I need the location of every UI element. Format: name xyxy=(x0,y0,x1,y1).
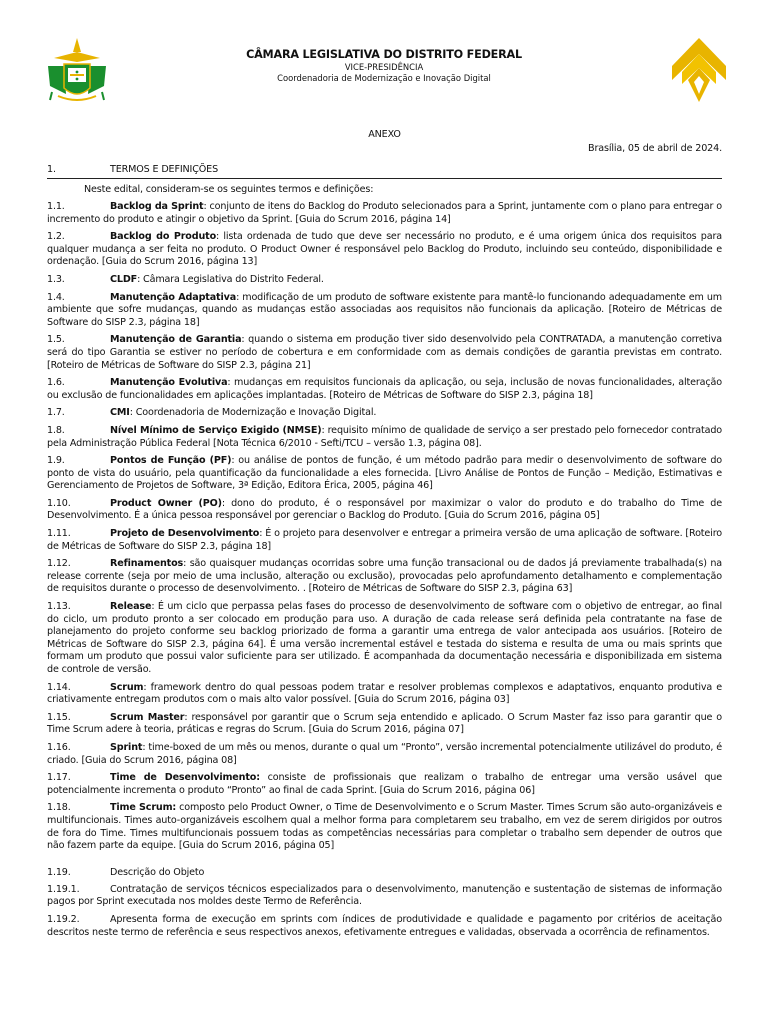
definition-item xyxy=(47,712,722,737)
definition-text: : framework dentro do qual pessoas podem tratar e resolver problemas complexos e adaptativos, enquanto produtiva e criativamente entregam produtos com o mais alto valor possível. [Guia do Scrum 2016, página 03] xyxy=(47,681,722,706)
definition-text: : É o projeto para desenvolver e entregar a primeira versão de uma aplicação de software. [Roteiro de Métricas de Software do SISP 2.3, página 18] xyxy=(47,528,722,552)
item-number: 1.19.1. xyxy=(47,883,80,895)
item-number: 1.13. xyxy=(47,601,71,613)
item-number: 1.15. xyxy=(47,711,71,723)
definition-item xyxy=(47,407,722,420)
item-number: 1.16. xyxy=(47,741,71,753)
item-number: 1.17. xyxy=(47,772,71,784)
item-number: 1.11. xyxy=(47,528,71,540)
item-number: 1.10. xyxy=(47,497,71,509)
definition-item xyxy=(47,682,722,707)
item-number: 1.1. xyxy=(47,201,65,212)
section-title: TERMOS E DEFINIÇÕES xyxy=(110,164,219,175)
definition-text: : conjunto de itens do Backlog do Produto selecionados para a Sprint, juntamente com o plano para entregar o incremento do produto e atingir o objetivo da Sprint. [Guia do Scrum 2016, página 14] xyxy=(47,201,722,225)
object-item-text: Apresenta forma de execução em sprints com índices de produtividade e qualidade e pagamento por critérios de aceitação descritos neste termo de referência e seus respectivos anexos, efetivamente entregues e validadas, observada a ocorrência de refinamentos. xyxy=(47,913,722,938)
section-title: Descrição do Objeto xyxy=(110,866,205,878)
definition-text: : dono do produto, é o responsável por maximizar o valor do produto e do trabalho do Time de Desenvolvimento. É a única pessoa responsável por gerenciar o Backlog do Produto. [Guia do Scrum 2016, página 05] xyxy=(47,497,722,522)
object-item xyxy=(47,914,722,939)
defined-term: Manutenção Adaptativa xyxy=(110,291,237,303)
section-number: 1. xyxy=(47,164,56,175)
definition-item xyxy=(47,601,722,677)
object-item-text: Contratação de serviços técnicos especializados para o desenvolvimento, manutenção e sustentação de sistemas de informação pagos por Sprint executada nos moldes deste Termo de Referência. xyxy=(47,883,722,908)
section-heading-1 xyxy=(47,164,722,179)
definition-item xyxy=(47,334,722,372)
item-number: 1.19.2. xyxy=(47,913,80,925)
item-number: 1.9. xyxy=(47,455,65,467)
defined-term: Projeto de Desenvolvimento xyxy=(110,528,260,540)
defined-term: Scrum Master xyxy=(110,711,185,723)
definition-item xyxy=(47,231,722,269)
header-text-block xyxy=(0,48,768,84)
document-body xyxy=(47,129,722,939)
department-vice-presidency: VICE-PRESIDÊNCIA xyxy=(344,62,424,72)
section-heading-1-19 xyxy=(47,867,722,879)
defined-term: Backlog do Produto xyxy=(110,231,217,243)
defined-term: Time Scrum: xyxy=(110,802,177,814)
definition-item xyxy=(47,498,722,523)
defined-term: CLDF xyxy=(110,273,138,285)
defined-term: Manutenção Evolutiva xyxy=(110,377,228,389)
definition-item xyxy=(47,558,722,596)
definition-item xyxy=(47,292,722,330)
definition-text: : quando o sistema em produção tiver sido desenvolvido pela CONTRATADA, a manutenção corretiva será do tipo Garantia se estiver no período de cobertura e em conformidade com as demais condições de garantia previstas em contrato. [Roteiro de Métricas de Software do SISP 2.3, página 21] xyxy=(47,334,723,371)
definition-text: composto pelo Product Owner, o Time de Desenvolvimento e o Scrum Master. Times Scrum são auto-organizáveis e multifuncionais. Times auto-organizáveis escolhem qual a melhor forma para completarem seu trabalho, em vez de serem dirigidos por outros de fora do Time. Times multifuncionais possuem todas as competências necessárias para completar o trabalho sem depender de outros que não fazem parte da equipe. [Guia do Scrum 2016, página 05] xyxy=(47,802,722,852)
defined-term: Nível Mínimo de Serviço Exigido (NMSE) xyxy=(110,424,322,436)
definition-item xyxy=(47,377,722,402)
definition-item xyxy=(47,772,722,797)
item-number: 1.18. xyxy=(47,802,71,814)
definition-item xyxy=(47,742,722,767)
document-header xyxy=(0,36,768,106)
item-number: 1.14. xyxy=(47,681,71,693)
definition-text: : são quaisquer mudanças ocorridas sobre uma função transacional ou de dados já previamente trabalhada(s) na release corrente (seja por meio de uma inclusão, alteração ou exclusão), provocadas pelo aprofundamento detalhamento e complementação de requisitos durante o processo de desenvolvimento. . [Roteiro de Métricas de Software do SISP 2.3, página 63] xyxy=(47,558,722,595)
item-number: 1.6. xyxy=(47,377,65,389)
definition-item xyxy=(47,802,722,852)
item-number: 1.8. xyxy=(47,424,65,436)
definition-text: : responsável por garantir que o Scrum seja entendido e aplicado. O Scrum Master faz isso para garantir que o Time Scrum adere à teoria, práticas e regras do Scrum. [Guia do Scrum 2016, página 07] xyxy=(47,711,722,736)
section-intro: Neste edital, consideram-se os seguintes termos e definições: xyxy=(84,184,374,195)
definition-item xyxy=(47,274,722,287)
definition-item xyxy=(47,201,722,226)
definition-item xyxy=(47,528,722,553)
defined-term: Scrum xyxy=(110,681,144,693)
definition-text: consiste de profissionais que realizam o trabalho de entregar uma versão usável que potencialmente incrementa o produto “Pronto” ao final de cada Sprint. [Guia do Scrum 2016, página 06] xyxy=(47,772,722,796)
item-number: 1.3. xyxy=(47,273,65,285)
defined-term: Product Owner (PO) xyxy=(110,497,222,509)
item-number: 1.4. xyxy=(47,291,65,303)
section-number: 1.19. xyxy=(47,866,71,878)
defined-term: CMI xyxy=(110,407,130,419)
gold-emblem-icon xyxy=(670,36,728,104)
definition-text: : requisito mínimo de qualidade de serviço a ser prestado pelo fornecedor contratado pela Administração Pública Federal [Nota Técnica 6/2010 - Sefti/TCU – versão 1.3, página 08]. xyxy=(47,424,722,449)
defined-term: Time de Desenvolvimento: xyxy=(110,772,260,784)
defined-term: Backlog da Sprint xyxy=(110,201,204,212)
defined-term: Refinamentos xyxy=(110,558,184,570)
defined-term: Manutenção de Garantia xyxy=(110,334,242,346)
department-coordination: Coordenadoria de Modernização e Inovação Digital xyxy=(277,73,491,83)
item-number: 1.2. xyxy=(47,231,65,243)
definitions-list xyxy=(47,201,722,853)
definition-text: : É um ciclo que perpassa pelas fases do processo de desenvolvimento de software com o objetivo de entregar, ao final do ciclo, um produto pronto a ser colocado em produção para uso. A duração de cada release será definida pela contratante na fase de planejamento do projeto conforme seu backlog priorizado de forma a garantir uma entrega de valor antecipada aos usuários. [Roteiro de Métricas de Software do SISP 2.3, página 64]. É uma versão incremental estável e testada do sistema e resulta de uma ou mais sprints que formam um produto que possui valor suficiente para ser utilizado. É acompanhada da documentação necessária e disponibilizada em sistema de controle de versão. xyxy=(47,601,722,675)
institution-name: CÂMARA LEGISLATIVA DO DISTRITO FEDERAL xyxy=(246,48,522,61)
definition-item xyxy=(47,425,722,450)
item-number: 1.12. xyxy=(47,558,71,570)
item-number: 1.7. xyxy=(47,407,65,419)
definition-text: : time-boxed de um mês ou menos, durante o qual um “Pronto”, versão incremental potencialmente utilizável do produto, é criado. [Guia do Scrum 2016, página 08] xyxy=(47,741,722,766)
definition-text: : Coordenadoria de Modernização e Inovação Digital. xyxy=(129,407,377,419)
date-line: Brasília, 05 de abril de 2024. xyxy=(588,143,722,154)
definition-item xyxy=(47,455,722,493)
defined-term: Release xyxy=(110,601,152,613)
definition-text: : mudanças em requisitos funcionais da aplicação, ou seja, inclusão de novas funcionalidades, alteração ou exclusão de funcionalidades em aplicações implantadas. [Roteiro de Métricas de Software do SISP 2.3, página 18] xyxy=(47,377,722,401)
object-description-list xyxy=(47,884,722,939)
defined-term: Sprint xyxy=(110,741,143,753)
object-item xyxy=(47,884,722,909)
annex-title: ANEXO xyxy=(368,129,401,140)
definition-text: : modificação de um produto de software existente para mantê-lo funcionando adequadamente em um ambiente que sofre mudanças, quando as mudanças estão associadas aos requisitos não funcionais da aplicação. [Roteiro de Métricas de Software do SISP 2.3, página 18] xyxy=(47,291,722,328)
definition-text: : Câmara Legislativa do Distrito Federal. xyxy=(137,273,324,285)
definition-text: : ou análise de pontos de função, é um método padrão para medir o desenvolvimento de software do ponto de vista do usuário, pela quantificação da funcionalidade a eles fornecida. [Livro Análise de Pontos de Função – Medição, Estimativas e Gerenciamento de Projetos de Software, 3ª Edição, Editora Érica, 2005, página 46] xyxy=(47,455,722,492)
definition-text: : lista ordenada de tudo que deve ser necessário no produto, e é uma origem única dos requisitos para qualquer mudança a ser feita no produto. O Product Owner é responsável pelo Backlog do Produto, incluindo seu conteúdo, disponibilidade e ordenação. [Guia do Scrum 2016, página 13] xyxy=(47,231,722,268)
defined-term: Pontos de Função (PF) xyxy=(110,455,232,467)
item-number: 1.5. xyxy=(47,334,65,346)
